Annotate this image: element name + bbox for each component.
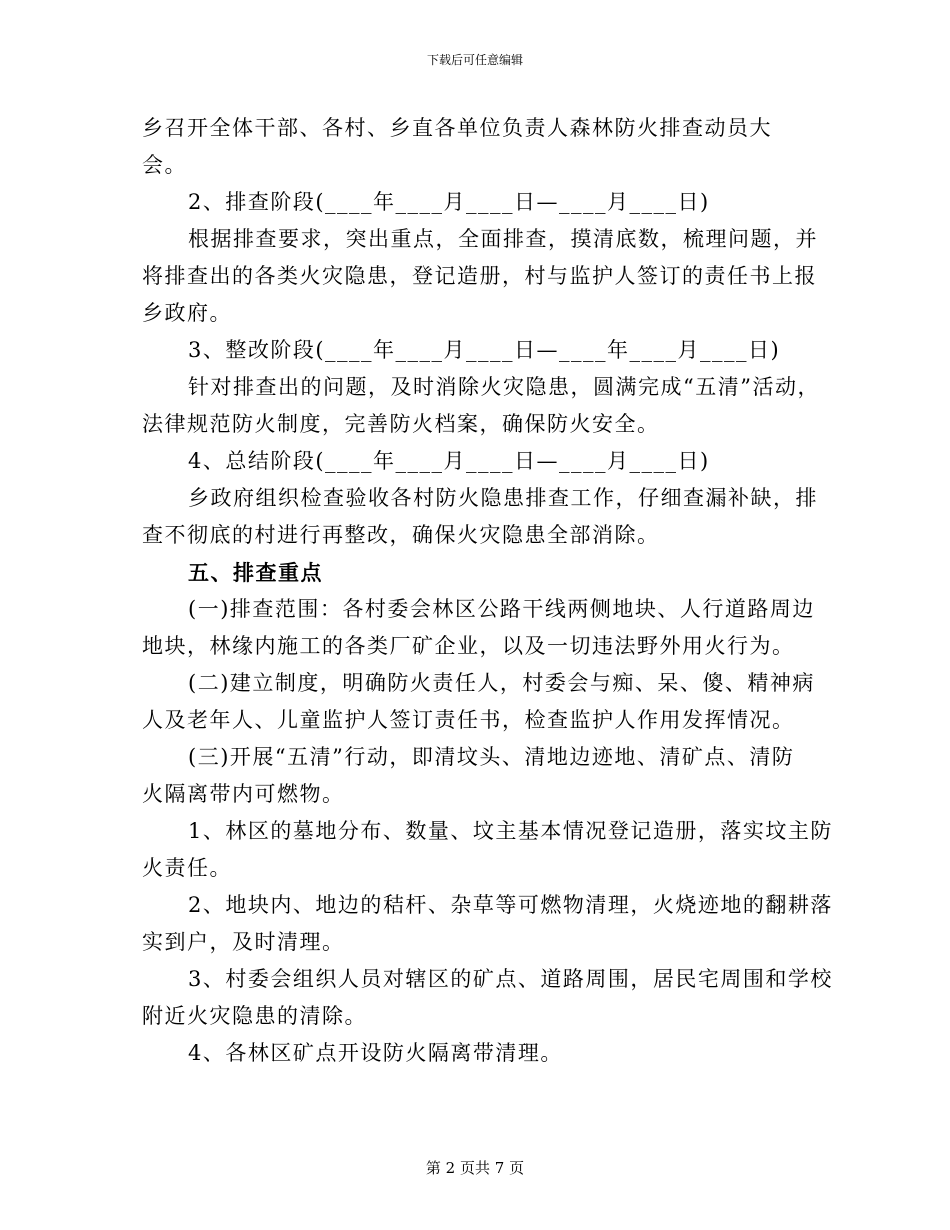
paragraph-line: 火责任。: [142, 856, 232, 880]
paragraph-line: (三)开展“五清”行动，即清坟头、清地边迹地、清矿点、清防: [188, 745, 795, 769]
section-heading: 五、排查重点: [188, 560, 323, 585]
paragraph-line: (二)建立制度，明确防火责任人，村委会与痴、呆、傻、精神病: [188, 671, 815, 695]
list-item-line: 4、各林区矿点开设防火隔离带清理。: [188, 1041, 563, 1065]
paragraph-line: 法律规范防火制度，完善防火档案，确保防火安全。: [142, 412, 660, 436]
paragraph-line: 将排查出的各类火灾隐患，登记造册，村与监护人签订的责任书上报: [142, 264, 817, 288]
page-footer: 第 2 页共 7 页: [425, 1159, 525, 1177]
paragraph-line: 乡召开全体干部、各村、乡直各单位负责人森林防火排查动员大: [142, 116, 772, 140]
paragraph-line: 针对排查出的问题，及时消除火灾隐患，圆满完成“五清”活动，: [188, 375, 820, 399]
paragraph-line: 火隔离带内可燃物。: [142, 782, 345, 806]
document-body: [142, 110, 833, 1072]
paragraph-line: 根据排查要求，突出重点，全面排查，摸清底数，梳理问题，并: [188, 227, 818, 251]
paragraph-line: (一)排查范围：各村委会林区公路干线两侧地块、人行道路周边: [188, 597, 815, 621]
paragraph-line: 实到户，及时清理。: [142, 930, 345, 954]
paragraph-line: 查不彻底的村进行再整改，确保火灾隐患全部消除。: [142, 523, 660, 547]
paragraph-line: 乡政府组织检查验收各村防火隐患排查工作，仔细查漏补缺，排: [188, 486, 818, 510]
paragraph-line: 乡政府。: [142, 301, 232, 325]
page-header: 下载后可任意编辑: [426, 53, 523, 67]
list-item-line: 2、地块内、地边的秸杆、杂草等可燃物清理，火烧迹地的翻耕落: [188, 893, 833, 917]
stage-heading-line: 4、总结阶段(____年____月____日—____月____日): [188, 449, 710, 473]
paragraph-line: 地块，林缘内施工的各类厂矿企业，以及一切违法野外用火行为。: [142, 634, 795, 658]
list-item-line: 3、村委会组织人员对辖区的矿点、道路周围，居民宅周围和学校: [188, 967, 833, 991]
stage-heading-line: 3、整改阶段(____年____月____日—____年____月____日): [188, 338, 781, 362]
paragraph-line: 附近火灾隐患的清除。: [142, 1004, 367, 1028]
list-item-line: 1、林区的墓地分布、数量、坟主基本情况登记造册，落实坟主防: [188, 819, 833, 843]
paragraph-line: 人及老年人、儿童监护人签订责任书，检查监护人作用发挥情况。: [142, 708, 795, 732]
stage-heading-line: 2、排查阶段(____年____月____日—____月____日): [188, 190, 710, 214]
paragraph-line: 会。: [142, 153, 187, 177]
